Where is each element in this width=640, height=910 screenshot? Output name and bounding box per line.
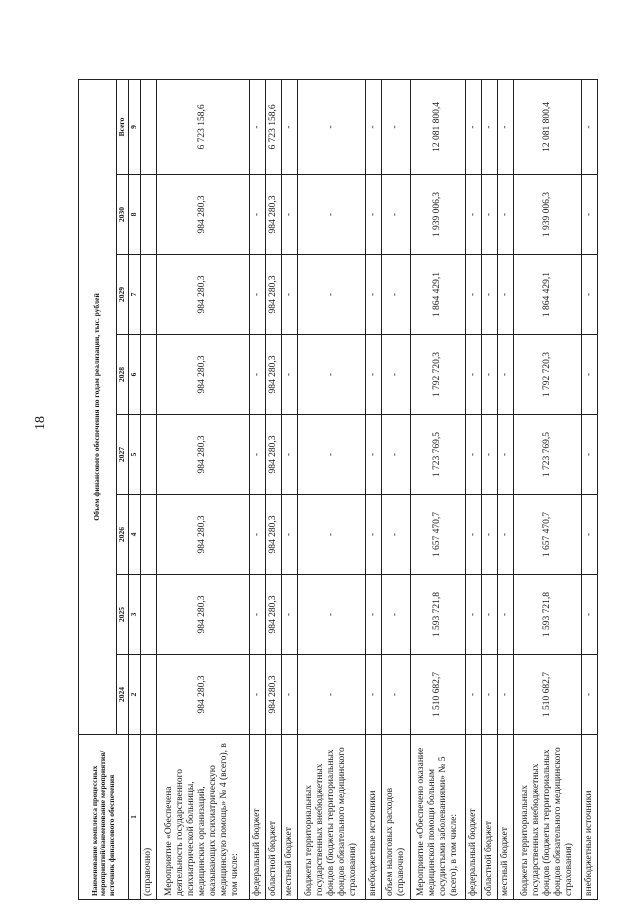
row-value: - xyxy=(581,79,597,174)
row-value: - xyxy=(365,335,381,415)
table-row xyxy=(498,79,514,899)
row-name: бюджеты территориальных государственных внебюджетных фондов (бюджеты территориальных фондов обязательного медицинского страхования) xyxy=(298,735,365,900)
row-name: федеральный бюджет xyxy=(249,735,265,900)
row-value xyxy=(140,335,156,415)
row-name: областной бюджет xyxy=(265,735,281,900)
table-row xyxy=(265,79,281,899)
row-value: 1 864 429,1 xyxy=(514,255,581,335)
row-value: - xyxy=(298,79,365,174)
row-name: областной бюджет xyxy=(481,735,497,900)
row-value: - xyxy=(249,575,265,655)
row-value: - xyxy=(298,495,365,575)
row-value: - xyxy=(282,255,298,335)
header-column-number: 7 xyxy=(129,255,141,335)
table-row xyxy=(365,79,381,899)
row-value: - xyxy=(481,335,497,415)
funding-table xyxy=(78,79,598,900)
row-value: 1 593 721,8 xyxy=(514,575,581,655)
row-value: - xyxy=(581,495,597,575)
row-value: - xyxy=(249,335,265,415)
row-value: - xyxy=(282,495,298,575)
row-value: 1 593 721,8 xyxy=(411,575,466,655)
row-name: местный бюджет xyxy=(282,735,298,900)
header-year: 2025 xyxy=(117,575,129,655)
row-value: - xyxy=(365,255,381,335)
table-row xyxy=(465,79,481,899)
row-value: 984 280,3 xyxy=(156,415,249,495)
header-column-number: 2 xyxy=(129,655,141,735)
row-value: 1 723 769,5 xyxy=(411,415,466,495)
row-value: - xyxy=(282,79,298,174)
row-value: - xyxy=(481,575,497,655)
row-value: - xyxy=(365,79,381,174)
header-year: 2029 xyxy=(117,255,129,335)
rotated-table-container xyxy=(78,80,598,900)
row-value: - xyxy=(249,175,265,255)
row-value: - xyxy=(465,175,481,255)
row-value: - xyxy=(249,415,265,495)
row-value: 984 280,3 xyxy=(265,335,281,415)
table-row xyxy=(514,79,581,899)
row-value: 6 723 158,6 xyxy=(156,79,249,174)
row-value: - xyxy=(465,79,481,174)
row-value: 984 280,3 xyxy=(156,255,249,335)
row-value: - xyxy=(465,575,481,655)
header-column-number: 8 xyxy=(129,175,141,255)
row-value: - xyxy=(481,655,497,735)
header-column-number: 3 xyxy=(129,575,141,655)
row-value: - xyxy=(465,495,481,575)
row-value: - xyxy=(381,255,410,335)
row-value: 984 280,3 xyxy=(156,335,249,415)
header-funding-group: Объем финансового обеспечения по годам реализации, тыс. рублей xyxy=(79,79,117,734)
table-row xyxy=(581,79,597,899)
row-value: - xyxy=(282,415,298,495)
row-value: - xyxy=(581,655,597,735)
row-value: 1 939 006,3 xyxy=(411,175,466,255)
row-value: 1 792 720,3 xyxy=(514,335,581,415)
row-value: 984 280,3 xyxy=(156,175,249,255)
table-row xyxy=(481,79,497,899)
row-value: - xyxy=(365,495,381,575)
row-value: 984 280,3 xyxy=(265,495,281,575)
row-value: - xyxy=(381,175,410,255)
header-year: 2027 xyxy=(117,415,129,495)
row-value: - xyxy=(365,655,381,735)
row-value: - xyxy=(282,335,298,415)
header-column-number: 5 xyxy=(129,415,141,495)
table-body xyxy=(140,79,598,899)
row-value: 984 280,3 xyxy=(265,655,281,735)
row-name: внебюджетные источники xyxy=(365,735,381,900)
header-year: 2030 xyxy=(117,175,129,255)
header-column-number: 1 xyxy=(129,735,141,900)
page-number: 18 xyxy=(33,416,48,430)
row-name: Мероприятие «Обеспечена деятельность государственного психиатрической больницы, медицинских организаций, оказывающих психиатрическую медицинскую помощь» № 4 (всего), в том числе: xyxy=(156,735,249,900)
header-year: Всего xyxy=(117,79,129,174)
row-value: 1 723 769,5 xyxy=(514,415,581,495)
row-value: 984 280,3 xyxy=(265,575,281,655)
row-value: 1 510 682,7 xyxy=(514,655,581,735)
header-column-number: 4 xyxy=(129,495,141,575)
table-row xyxy=(298,79,365,899)
table-row xyxy=(282,79,298,899)
row-value: - xyxy=(498,495,514,575)
row-value: - xyxy=(581,575,597,655)
row-value: - xyxy=(481,79,497,174)
row-value: - xyxy=(282,575,298,655)
row-value: - xyxy=(481,255,497,335)
row-name: федеральный бюджет xyxy=(465,735,481,900)
row-value: 984 280,3 xyxy=(265,415,281,495)
row-value: - xyxy=(465,335,481,415)
row-value: - xyxy=(381,415,410,495)
row-value: - xyxy=(381,335,410,415)
header-year: 2026 xyxy=(117,495,129,575)
table-row xyxy=(249,79,265,899)
row-value: - xyxy=(581,335,597,415)
row-value: - xyxy=(498,575,514,655)
row-value: 6 723 158,6 xyxy=(265,79,281,174)
row-value: - xyxy=(381,655,410,735)
row-value: - xyxy=(498,415,514,495)
row-name: бюджеты территориальных государственных внебюджетных фондов (бюджеты территориальных фондов обязательного медицинского страхования) xyxy=(514,735,581,900)
header-column-number: 6 xyxy=(129,335,141,415)
row-value: - xyxy=(498,255,514,335)
row-value: - xyxy=(298,415,365,495)
row-value: - xyxy=(465,415,481,495)
table-row xyxy=(381,79,410,899)
row-value: - xyxy=(381,79,410,174)
row-value: 1 510 682,7 xyxy=(411,655,466,735)
row-value: - xyxy=(498,79,514,174)
row-value: - xyxy=(481,415,497,495)
table-row xyxy=(411,79,466,899)
row-value: - xyxy=(249,495,265,575)
row-value: 1 657 470,7 xyxy=(411,495,466,575)
header-column-number: 9 xyxy=(129,79,141,174)
row-value xyxy=(140,495,156,575)
row-value: - xyxy=(249,655,265,735)
row-name: внебюджетные источники xyxy=(581,735,597,900)
row-value: - xyxy=(365,415,381,495)
row-value xyxy=(140,79,156,174)
row-value: 12 081 800,4 xyxy=(514,79,581,174)
row-value: - xyxy=(465,255,481,335)
row-value: - xyxy=(298,255,365,335)
row-value: - xyxy=(365,575,381,655)
row-value: - xyxy=(298,175,365,255)
row-value: 984 280,3 xyxy=(156,575,249,655)
row-value: 984 280,3 xyxy=(265,255,281,335)
row-value: 984 280,3 xyxy=(265,175,281,255)
row-value: 12 081 800,4 xyxy=(411,79,466,174)
row-value xyxy=(140,655,156,735)
row-value: - xyxy=(298,335,365,415)
row-value: - xyxy=(481,495,497,575)
row-value: 1 939 006,3 xyxy=(514,175,581,255)
row-value: - xyxy=(498,655,514,735)
row-name: Мероприятие «Обеспечено оказание медицинской помощи больным сосудистыми заболеваниями» № 5 (всего), в том числе: xyxy=(411,735,466,900)
row-value: - xyxy=(298,655,365,735)
row-name: объем налоговых расходов (справочно) xyxy=(381,735,410,900)
row-value: - xyxy=(298,575,365,655)
row-value: - xyxy=(381,575,410,655)
row-value: 984 280,3 xyxy=(156,495,249,575)
row-value: 984 280,3 xyxy=(156,655,249,735)
row-value: - xyxy=(365,175,381,255)
row-value: - xyxy=(498,175,514,255)
header-year: 2028 xyxy=(117,335,129,415)
header-name-column: Наименование комплекса процессных мероприятий/наименование мероприятия/источник финансового обеспечения xyxy=(79,735,129,900)
row-value xyxy=(140,175,156,255)
row-value: - xyxy=(282,655,298,735)
header-column-numbers-row xyxy=(129,79,141,899)
row-name: (справочно) xyxy=(140,735,156,900)
row-value xyxy=(140,255,156,335)
row-value: - xyxy=(381,495,410,575)
row-value: 1 864 429,1 xyxy=(411,255,466,335)
row-value: - xyxy=(581,255,597,335)
row-value: - xyxy=(249,79,265,174)
table-row xyxy=(140,79,156,899)
row-value: - xyxy=(465,655,481,735)
header-year: 2024 xyxy=(117,655,129,735)
row-value: - xyxy=(249,255,265,335)
row-name: местный бюджет xyxy=(498,735,514,900)
table-row xyxy=(156,79,249,899)
row-value: - xyxy=(498,335,514,415)
row-value: - xyxy=(581,415,597,495)
row-value: 1 657 470,7 xyxy=(514,495,581,575)
row-value: - xyxy=(282,175,298,255)
row-value: 1 792 720,3 xyxy=(411,335,466,415)
row-value: - xyxy=(481,175,497,255)
row-value xyxy=(140,575,156,655)
row-value xyxy=(140,415,156,495)
row-value: - xyxy=(581,175,597,255)
